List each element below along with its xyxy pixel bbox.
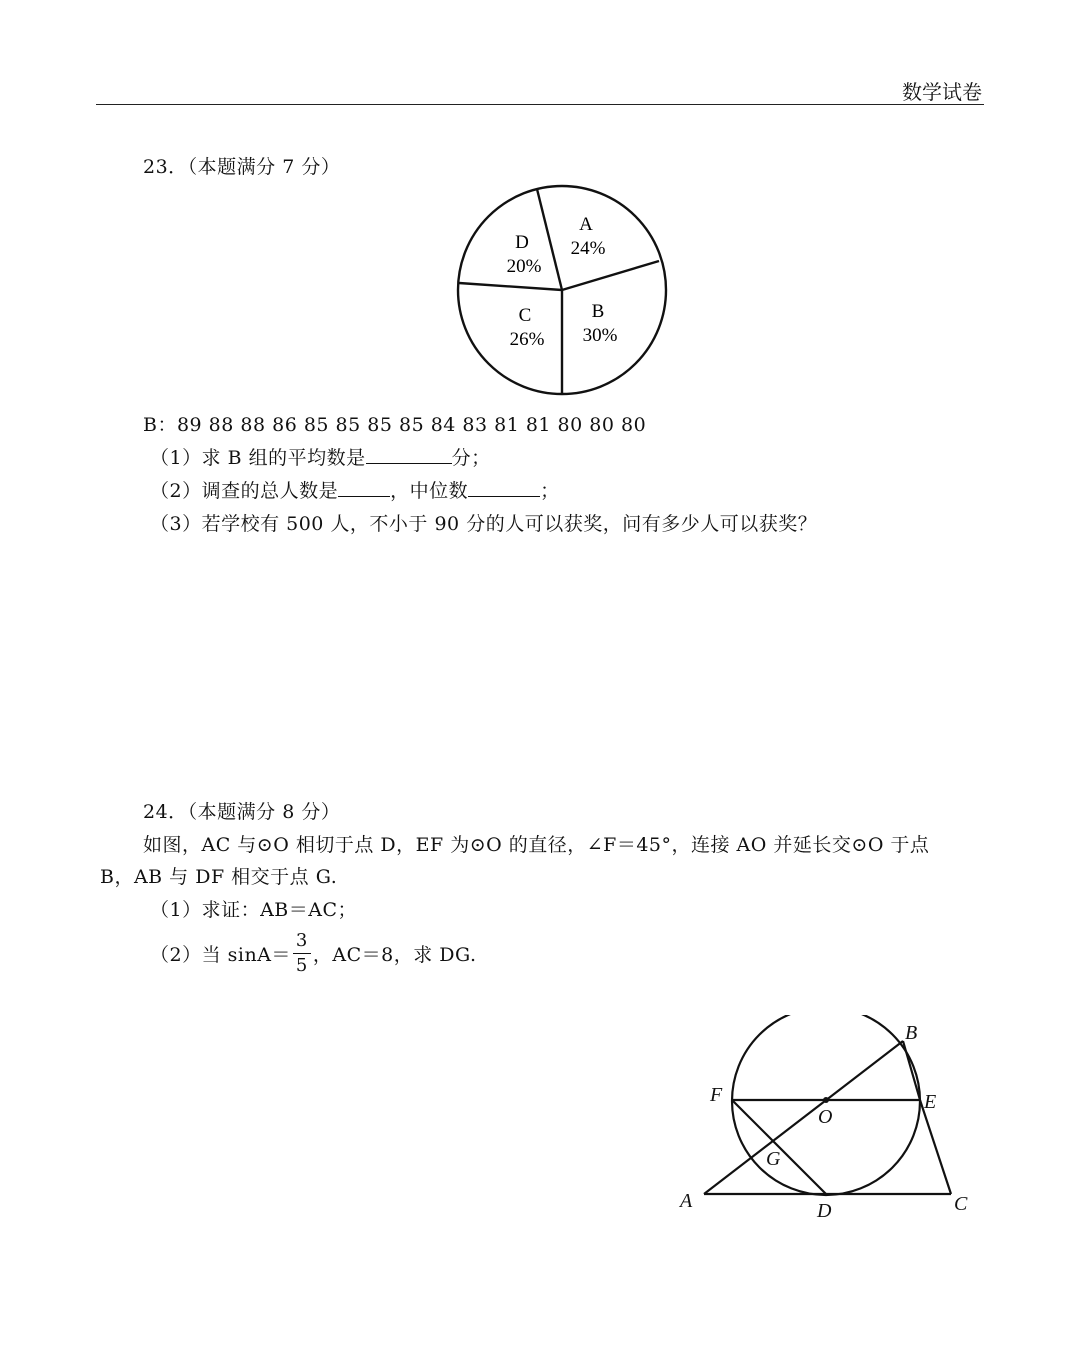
label-g: G bbox=[766, 1148, 781, 1170]
fraction-three-fifths bbox=[293, 932, 311, 975]
pie-divider-cd bbox=[459, 283, 562, 290]
q24-part2-end: ，AC＝8，求 DG. bbox=[312, 944, 477, 966]
q24-part2 bbox=[150, 932, 477, 975]
slice-value-d: 20% bbox=[506, 256, 542, 277]
q23-part2 bbox=[150, 476, 560, 503]
label-f: F bbox=[710, 1084, 723, 1106]
segment-fd bbox=[732, 1100, 826, 1194]
slice-label-c: C bbox=[518, 305, 532, 326]
q24-statement-line2: B，AB 与 DF 相交于点 G. bbox=[100, 866, 338, 888]
q24-statement-line1: 如图，AC 与⊙O 相切于点 D，EF 为⊙O 的直径，∠F＝45°，连接 AO 并延长交⊙O 于点 bbox=[143, 834, 930, 856]
label-b: B bbox=[905, 1022, 918, 1044]
q23-part2-text: （2）调查的总人数是 bbox=[150, 480, 339, 502]
slice-value-c: 26% bbox=[509, 329, 545, 350]
q24-heading: 24．（本题满分 8 分） bbox=[143, 801, 341, 823]
q23-part1-text: （1）求 B 组的平均数是 bbox=[150, 447, 366, 469]
label-c: C bbox=[954, 1193, 968, 1215]
q23-pie-chart bbox=[455, 184, 671, 396]
center-point-o bbox=[823, 1097, 829, 1103]
label-o: O bbox=[818, 1106, 833, 1128]
header-divider bbox=[96, 104, 984, 105]
q23-part1-end: 分； bbox=[451, 447, 491, 469]
label-e: E bbox=[924, 1091, 937, 1113]
fraction-denominator: 5 bbox=[295, 955, 308, 976]
pie-divider-ab bbox=[562, 261, 659, 290]
q24-geometry-figure bbox=[670, 1015, 980, 1230]
q23-data-line: B：89 88 88 86 85 85 85 85 84 83 81 81 80 80 80 bbox=[143, 414, 647, 436]
q23-part1 bbox=[150, 443, 491, 470]
q23-total-answer-blank[interactable] bbox=[338, 478, 390, 497]
q23-mean-answer-blank[interactable] bbox=[366, 445, 452, 464]
circle-o bbox=[732, 1015, 920, 1195]
label-d: D bbox=[817, 1200, 832, 1222]
segment-ec bbox=[920, 1100, 951, 1194]
segment-be bbox=[903, 1041, 920, 1100]
slice-label-b: B bbox=[591, 301, 605, 322]
label-a: A bbox=[680, 1190, 693, 1212]
slice-value-b: 30% bbox=[582, 325, 618, 346]
slice-label-d: D bbox=[515, 232, 529, 253]
q23-heading: 23．（本题满分 7 分） bbox=[143, 156, 341, 178]
fraction-numerator: 3 bbox=[293, 932, 311, 954]
q23-median-answer-blank[interactable] bbox=[468, 478, 540, 497]
slice-value-a: 24% bbox=[570, 238, 606, 259]
q24-part2-text: （2）当 sinA＝ bbox=[150, 944, 291, 966]
q23-part2-middle: ，中位数 bbox=[390, 480, 469, 502]
q23-part2-end: ； bbox=[540, 480, 560, 502]
page-header-title: 数学试卷 bbox=[902, 80, 982, 104]
q24-part1: （1）求证：AB＝AC； bbox=[150, 899, 358, 921]
q23-part3: （3）若学校有 500 人，不小于 90 分的人可以获奖，问有多少人可以获奖？ bbox=[150, 513, 818, 535]
slice-label-a: A bbox=[579, 214, 593, 235]
